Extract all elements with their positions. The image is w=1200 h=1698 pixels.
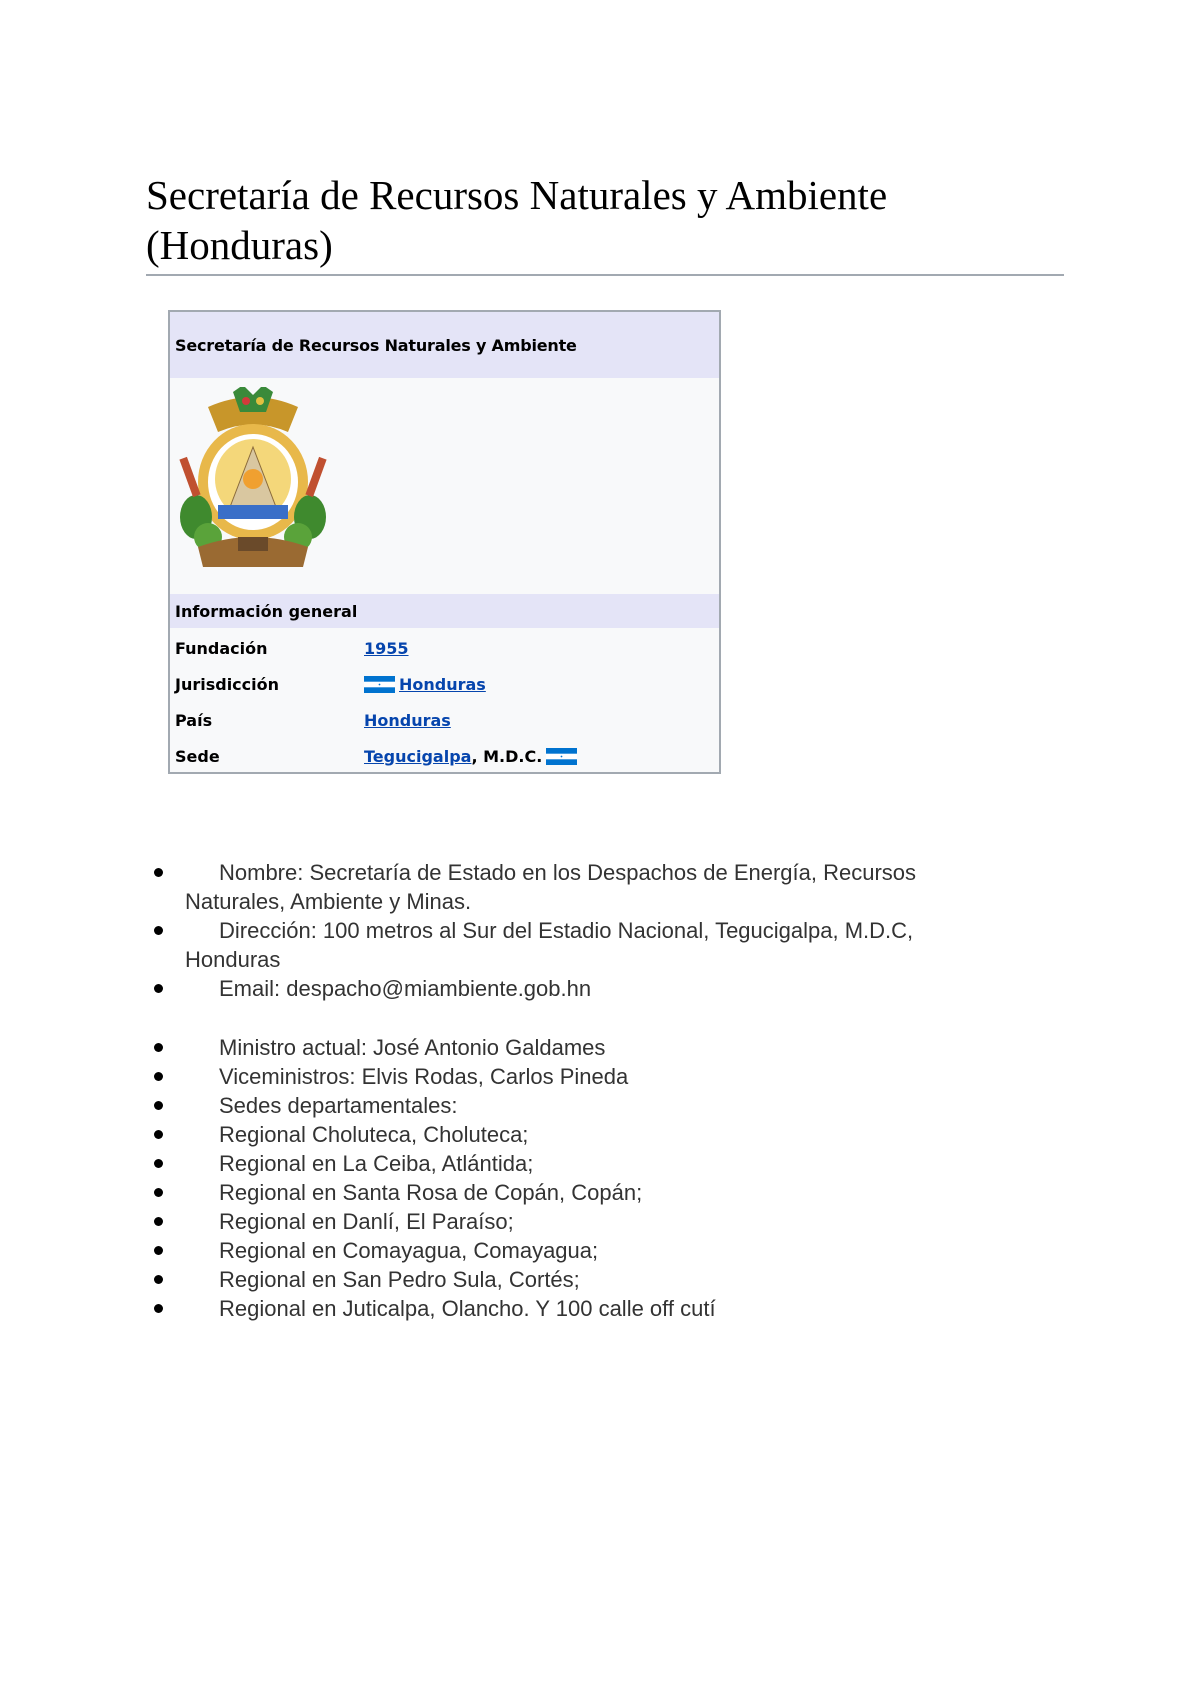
list-item: Regional en Danlí, El Paraíso; [146, 1207, 1006, 1236]
list-item: Regional en Comayagua, Comayagua; [146, 1236, 1006, 1265]
infobox-row-jurisdiccion [170, 666, 719, 702]
list-item: Regional en Juticalpa, Olancho. Y 100 calle off cutí [146, 1294, 1006, 1323]
honduras-flag-icon [364, 676, 395, 693]
bullet-icon [154, 1159, 163, 1168]
list-item: Nombre: Secretaría de Estado en los Despachos de Energía, Recursos Naturales, Ambiente y Minas. [146, 858, 1006, 916]
infobox-row-fundacion [170, 630, 719, 666]
list-item: Dirección: 100 metros al Sur del Estadio Nacional, Tegucigalpa, M.D.C, Honduras [146, 916, 1006, 974]
bullet-icon [154, 1246, 163, 1255]
bullet-icon [154, 1101, 163, 1110]
bullet-icon [154, 868, 163, 877]
coat-of-arms-icon [178, 387, 328, 569]
title-divider [146, 274, 1064, 276]
list-item: Regional en La Ceiba, Atlántida; [146, 1149, 1006, 1178]
list-item: Regional Choluteca, Choluteca; [146, 1120, 1006, 1149]
list-item: Viceministros: Elvis Rodas, Carlos Pineda [146, 1062, 1006, 1091]
bullet-icon [154, 1275, 163, 1284]
jurisdiccion-link[interactable]: Honduras [399, 674, 486, 694]
infobox [168, 310, 721, 774]
list-item: Ministro actual: José Antonio Galdames [146, 1033, 1006, 1062]
bullet-icon [154, 1043, 163, 1052]
list-spacer [146, 1003, 1006, 1033]
list-item: Regional en Santa Rosa de Copán, Copán; [146, 1178, 1006, 1207]
details-list [146, 858, 1006, 1323]
bullet-icon [154, 1304, 163, 1313]
list-item: Email: despacho@miambiente.gob.hn [146, 974, 1006, 1003]
row-label: Sede [175, 746, 220, 766]
infobox-section-header: Información general [170, 594, 719, 628]
sede-link[interactable]: Tegucigalpa [364, 746, 472, 766]
list-item: Regional en San Pedro Sula, Cortés; [146, 1265, 1006, 1294]
sede-suffix: , M.D.C. [471, 746, 543, 766]
infobox-row-sede [170, 738, 719, 774]
bullet-icon [154, 1130, 163, 1139]
row-label: País [175, 710, 213, 730]
bullet-icon [154, 1188, 163, 1197]
bullet-icon [154, 1072, 163, 1081]
infobox-header: Secretaría de Recursos Naturales y Ambiente [170, 312, 719, 378]
bullet-icon [154, 984, 163, 993]
list-item: Sedes departamentales: [146, 1091, 1006, 1120]
row-label: Jurisdicción [175, 674, 280, 694]
infobox-row-pais [170, 702, 719, 738]
bullet-icon [154, 1217, 163, 1226]
honduras-flag-icon [546, 748, 577, 765]
page-title: Secretaría de Recursos Naturales y Ambiente (Honduras) [146, 172, 888, 268]
pais-link[interactable]: Honduras [364, 710, 451, 730]
row-label: Fundación [175, 638, 268, 658]
fundacion-link[interactable]: 1955 [364, 638, 409, 658]
bullet-icon [154, 926, 163, 935]
